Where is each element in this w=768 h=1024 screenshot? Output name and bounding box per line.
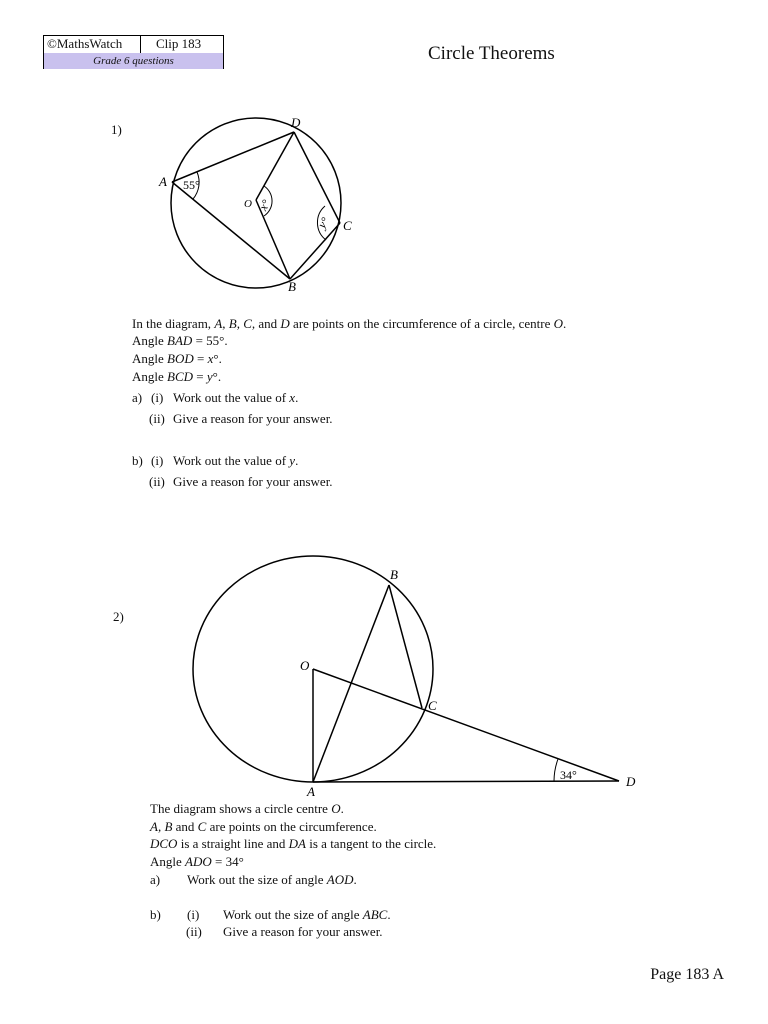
q1-part-b-i-end: .	[295, 453, 299, 468]
q1-angle-bod-name: BOD	[167, 351, 194, 366]
q1-part-b-i-var: y	[289, 453, 296, 468]
q1-part-a-i-var: x	[289, 390, 296, 405]
q1-angle-label-x: x°	[255, 197, 274, 213]
q1-part-b-ii-text: Give a reason for your answer.	[173, 474, 333, 489]
q2-label-o: O	[300, 658, 310, 673]
q2-line-2-rest: are points on the circumference.	[206, 819, 377, 834]
q1-angle-labels	[183, 178, 332, 232]
q2-line-1-end: .	[340, 801, 344, 816]
q1-angle-bad-value: = 55°.	[192, 333, 228, 348]
q2-label-a: A	[307, 784, 315, 799]
q1-part-b-label: b)	[132, 453, 143, 468]
q1-angle-bcd-var: y	[206, 369, 213, 384]
q2-line-od	[313, 669, 619, 781]
q1-part-b-i-label: (i)	[151, 453, 164, 468]
q1-angle-bod-pre: Angle	[132, 351, 168, 366]
q1-intro-points: A, B, C,	[214, 316, 256, 331]
q2-part-b-ii-text: Give a reason for your answer.	[223, 924, 383, 939]
q1-angle-bod-var: x	[207, 351, 214, 366]
q1-chord-ab	[172, 182, 290, 279]
q1-label-a: A	[159, 174, 167, 189]
q1-radius-od	[256, 132, 294, 200]
q1-label-c: C	[343, 218, 352, 233]
q2-part-a-var: AOD	[326, 872, 354, 887]
question-1-number: 1)	[111, 122, 122, 137]
q1-part-b-i-text: Work out the value of	[173, 453, 290, 468]
q1-chord-dc	[294, 132, 340, 223]
page-title: Circle Theorems	[428, 43, 555, 64]
q2-line-4-value: = 34°	[211, 854, 244, 869]
q2-part-a-label: a)	[150, 872, 161, 887]
q2-line-4-name: ADO	[185, 854, 212, 869]
q1-angle-bcd-post: °.	[212, 369, 222, 384]
q2-part-a	[187, 871, 357, 888]
q2-line-3-mid: is a straight line and	[177, 836, 289, 851]
q2-part-b-label: b)	[150, 907, 161, 922]
q1-angle-bad-name: BAD	[167, 333, 193, 348]
q2-line-3-dco: DCO	[150, 836, 178, 851]
grade-label: Grade 6 questions	[44, 53, 223, 69]
q1-intro-and: and	[255, 316, 281, 331]
q2-line-2-and: and	[172, 819, 198, 834]
q1-angle-bod	[132, 350, 222, 367]
q2-line-3	[150, 835, 436, 852]
q1-part-a-ii-text: Give a reason for your answer.	[173, 411, 333, 426]
question-2-number: 2)	[113, 609, 124, 624]
q1-intro	[132, 315, 566, 332]
q1-intro-d: D	[280, 316, 290, 331]
q1-angle-label-y: y°	[314, 214, 333, 231]
q1-angle-bad-pre: Angle	[132, 333, 168, 348]
q2-line-1-text: The diagram shows a circle centre	[150, 801, 332, 816]
q2-part-a-end: .	[353, 872, 357, 887]
page-number: Page 183 A	[650, 966, 724, 983]
q1-part-a-i-end: .	[295, 390, 299, 405]
q2-part-b-i-label: (i)	[187, 907, 200, 922]
q2-chord-ab	[313, 585, 389, 782]
q2-part-b-i-end: .	[387, 907, 391, 922]
q1-angle-bod-post: °.	[213, 351, 222, 366]
q1-radius-ob	[256, 200, 290, 279]
q2-line-2-ab: A, B	[150, 819, 173, 834]
q1-angle-bcd-pre: Angle	[132, 369, 168, 384]
q2-label-d: D	[626, 774, 636, 789]
q1-chord-bc	[290, 223, 340, 279]
q1-chord-ad	[172, 132, 294, 182]
q2-angle-label-d: 34°	[560, 768, 577, 782]
clip-number: Clip 183	[156, 36, 202, 51]
q2-line-2	[150, 818, 377, 835]
q2-part-b-i-var: ABC	[362, 907, 388, 922]
q1-angle-bcd	[132, 368, 221, 385]
q1-intro-rest: are points on the circumference of a circle, centre	[289, 316, 554, 331]
q1-point-labels	[158, 115, 352, 294]
q1-part-a-i	[173, 389, 298, 406]
q2-part-b-i-text: Work out the size of angle	[223, 907, 363, 922]
q1-diagram	[171, 118, 341, 288]
q2-label-b: B	[390, 567, 398, 582]
q2-diagram	[193, 556, 619, 782]
q2-chord-bc	[389, 585, 422, 708]
q1-part-a-label: a)	[132, 390, 143, 405]
brand-label: ©MathsWatch	[47, 36, 123, 51]
q2-line-2-c: C	[197, 819, 207, 834]
q2-line-4	[150, 853, 244, 870]
q1-intro-text: In the diagram,	[132, 316, 215, 331]
q1-angle-bcd-eq: =	[193, 369, 207, 384]
q1-angle-bod-eq: =	[193, 351, 208, 366]
q1-part-a-i-label: (i)	[151, 390, 164, 405]
q1-intro-o: O	[553, 316, 564, 331]
q1-angle-label-a: 55°	[183, 178, 200, 192]
q2-line-4-pre: Angle	[150, 854, 186, 869]
q1-angle-bcd-name: BCD	[167, 369, 194, 384]
q2-line-3-da: DA	[288, 836, 306, 851]
q1-label-o: O	[244, 198, 252, 210]
q2-part-a-text: Work out the size of angle	[187, 872, 327, 887]
q1-label-d: D	[291, 115, 301, 130]
q1-angle-bad	[132, 332, 228, 349]
q2-part-b-i	[223, 906, 391, 923]
q2-line-1-o: O	[331, 801, 341, 816]
q2-part-b-ii-label: (ii)	[186, 924, 202, 939]
q1-part-a-i-text: Work out the value of	[173, 390, 290, 405]
q2-line-1	[150, 800, 344, 817]
q1-part-a-ii-label: (ii)	[149, 411, 165, 426]
q1-part-b-ii-label: (ii)	[149, 474, 165, 489]
q2-label-c: C	[428, 698, 437, 713]
q1-part-b-i	[173, 452, 298, 469]
q1-label-b: B	[288, 279, 296, 294]
q2-angle-arc-d	[554, 759, 558, 781]
q2-line-3-rest: is a tangent to the circle.	[306, 836, 437, 851]
q1-intro-end: .	[563, 316, 567, 331]
